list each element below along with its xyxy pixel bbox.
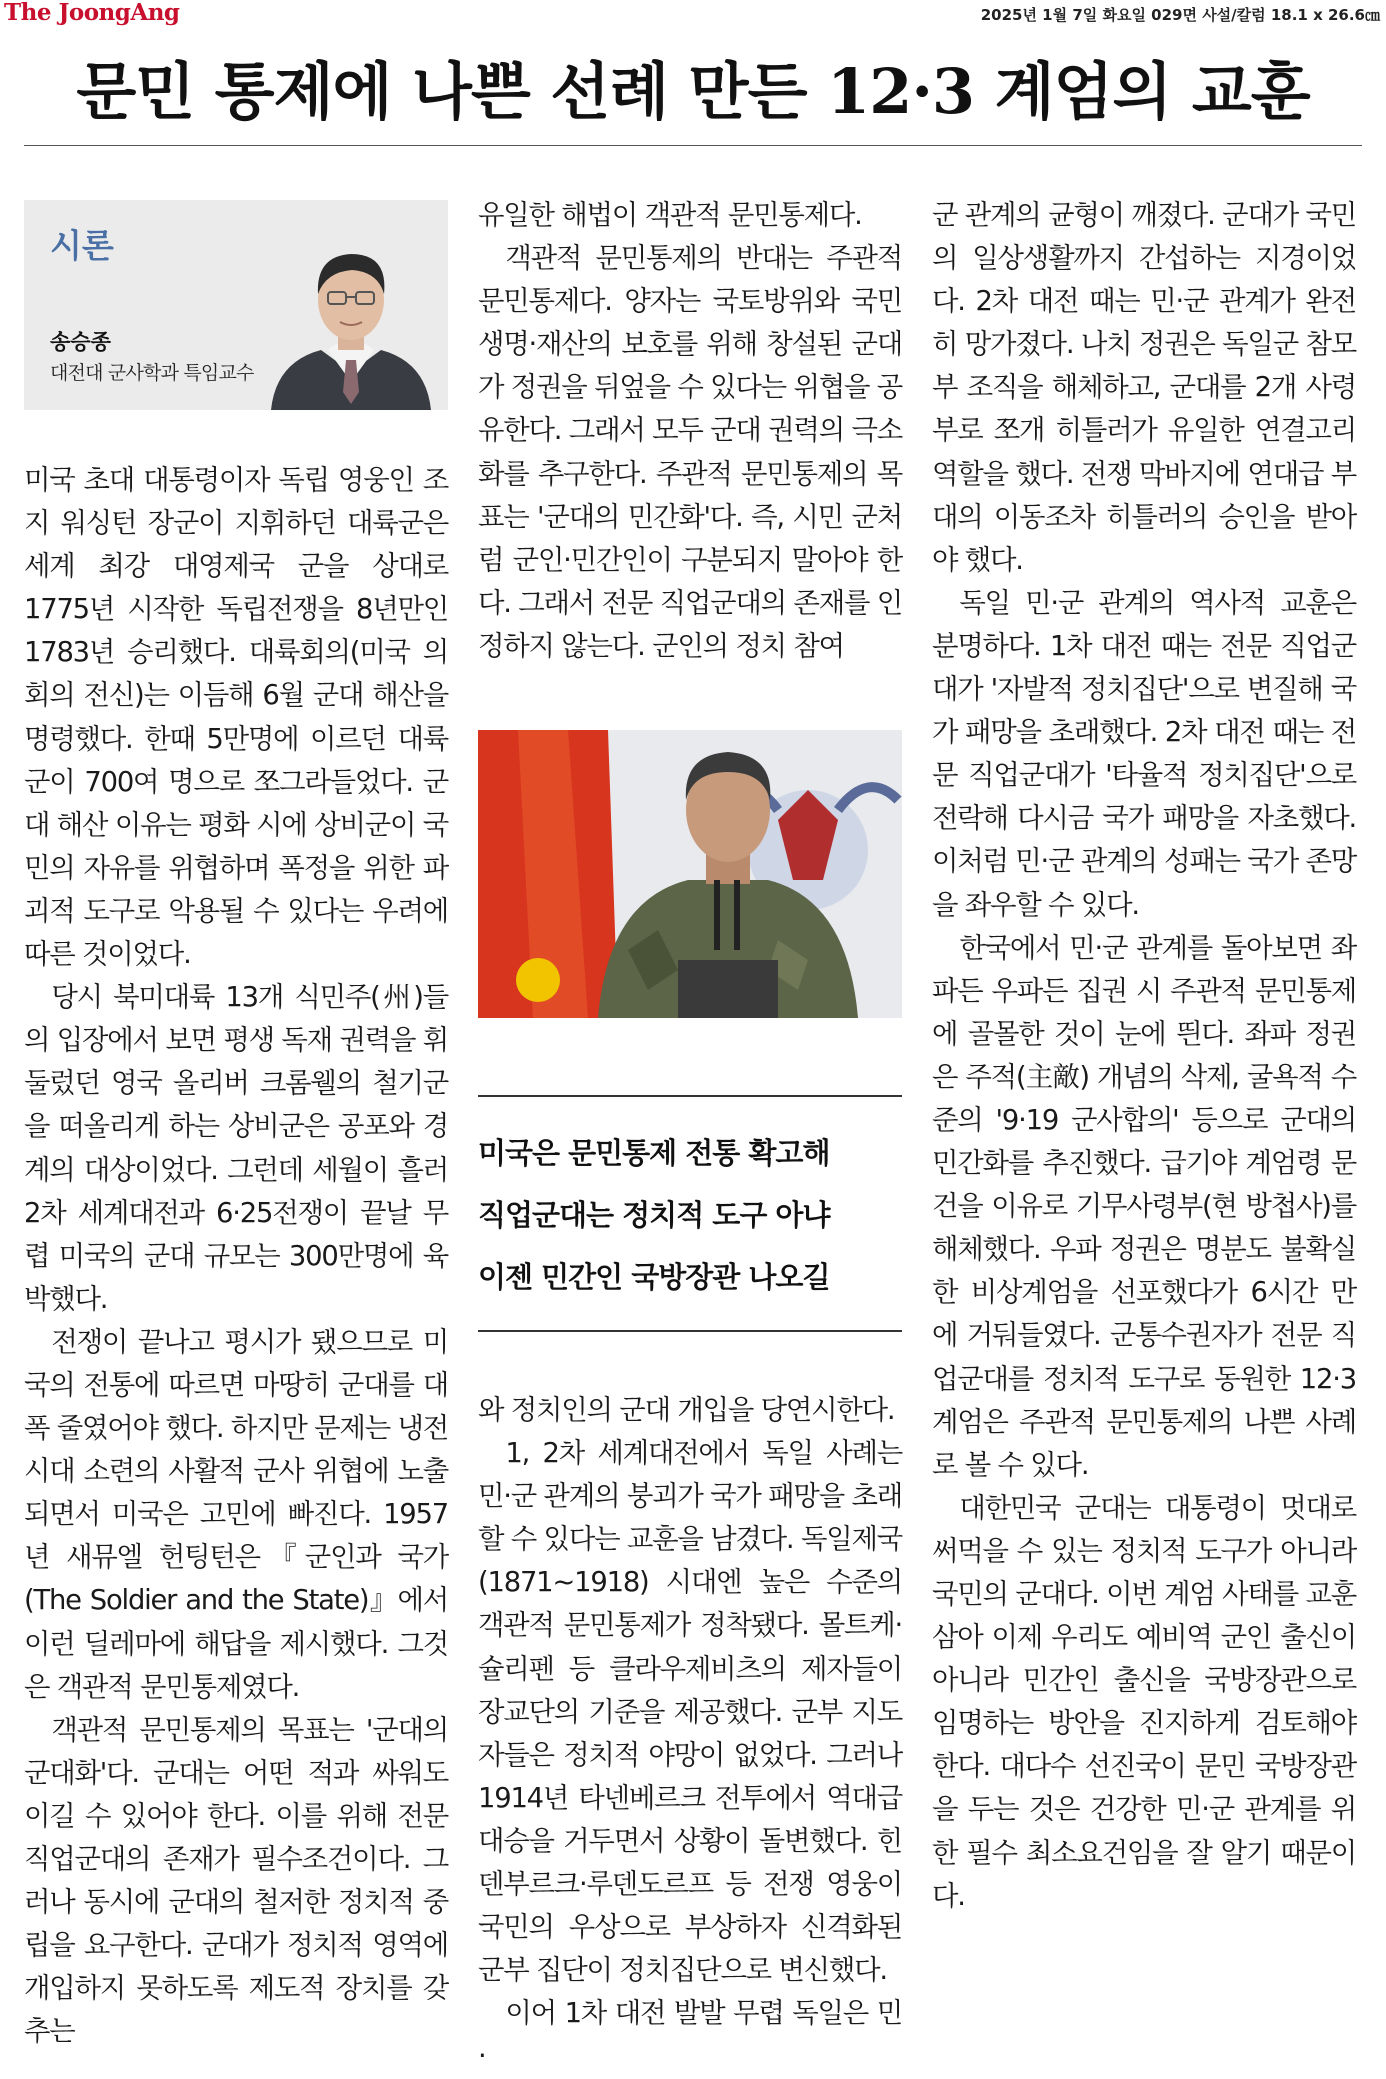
article-column-2-top [478, 194, 902, 668]
paragraph: 1, 2차 세계대전에서 독일 사례는 민·군 관계의 붕괴가 국가 패망을 초래할 수 있다는 교훈을 남겼다. 독일제국(1871~1918) 시대엔 높은 수준의 객관적 문민통제가 정착됐다. 몰트케·슐리펜 등 클라우제비츠의 제자들이 장교단의 기준을 제공했다. 군부 지도자들은 정치적 야망이 없었다. 그러나 1914년 타넨베르크 전투에서 역대급 대승을 거두면서 상황이 돌변했다. 힌덴부르크·루덴도르프 등 전쟁 영웅이 국민의 우상으로 부상하자 신격화된 군부 집단이 정치집단으로 변신했다. [478, 1438, 902, 1987]
publication-date-info: 2025년 1월 7일 화요일 029면 사설/칼럼 18.1 x 26.6㎝ [980, 6, 1380, 24]
author-title: 대전대 군사학과 특임교수 [50, 362, 254, 384]
paragraph: 한국에서 민·군 관계를 돌아보면 좌파든 우파든 집권 시 주관적 문민통제에 골몰한 것이 눈에 띈다. 좌파 정권은 주적(主敵) 개념의 삭제, 굴욕적 수준의 '9·19 군사합의' 등으로 군대의 민간화를 추진했다. 급기야 계엄령 문건을 이유로 기무사령부(현 방첩사)를 해체했다. 우파 정권은 명분도 불확실한 비상계엄을 선포했다가 6시간 만에 거둬들였다. 군통수권자가 전문 직업군대를 정치적 도구로 동원한 12·3 계엄은 주관적 문민통제의 나쁜 사례로 볼 수 있다. [932, 932, 1356, 1481]
article-column-1 [24, 459, 448, 2053]
paragraph: 당시 북미대륙 13개 식민주(州)들의 입장에서 보면 평생 독재 권력을 휘둘렀던 영국 올리버 크롬웰의 철기군을 떠올리게 하는 상비군은 공포와 경계의 대상이었다. 그런데 세월이 흘러 2차 세계대전과 6·25전쟁이 끝날 무렵 미국의 군대 규모는 300만명에 육박했다. [24, 982, 448, 1315]
military-officer-photo [478, 730, 902, 1018]
author-name: 송승종 [50, 330, 111, 354]
pullquote-line: 미국은 문민통제 전통 확고해 [478, 1136, 830, 1170]
paragraph: 미국 초대 대통령이자 독립 영웅인 조지 워싱턴 장군이 지휘하던 대륙군은 세계 최강 대영제국 군을 상대로 1775년 시작한 독립전쟁을 8년만인 1783년 승리했다. 대륙회의(미국 의회의 전신)는 이듬해 6월 군대 해산을 명령했다. 한때 5만명에 이르던 대륙군이 700여 명으로 쪼그라들었다. 군대 해산 이유는 평화 시에 상비군이 국민의 자유를 위협하며 폭정을 위한 파괴적 도구로 악용될 수 있다는 우려에 따른 것이었다. [24, 465, 448, 971]
newspaper-logo[interactable]: The JoongAng [4, 0, 180, 26]
paragraph: 전쟁이 끝나고 평시가 됐으므로 미국의 전통에 따르면 마땅히 군대를 대폭 줄였어야 했다. 하지만 문제는 냉전 시대 소련의 사활적 군사 위협에 노출되면서 미국은 고민에 빠진다. 1957년 새뮤엘 헌팅턴은『군인과 국가(The Soldier and the State)』에서 이런 딜레마에 해답을 제시했다. 그것은 객관적 문민통제였다. [24, 1326, 448, 1703]
paragraph: 독일 민·군 관계의 역사적 교훈은 분명하다. 1차 대전 때는 전문 직업군대가 '자발적 정치집단'으로 변질해 국가 패망을 초래했다. 2차 대전 때는 전문 직업군대가 '타율적 정치집단'으로 전락해 다시금 국가 패망을 자초했다. 이처럼 민·군 관계의 성패는 국가 존망을 좌우할 수 있다. [932, 587, 1356, 921]
author-portrait-image [266, 232, 436, 410]
headline-divider [24, 145, 1362, 146]
paragraph: 군 관계의 균형이 깨졌다. 군대가 국민의 일상생활까지 간섭하는 지경이었다. 2차 대전 때는 민·군 관계가 완전히 망가졌다. 나치 정권은 독일군 참모부 조직을 해체하고, 군대를 2개 사령부로 쪼개 히틀러가 유일한 연결고리 역할을 했다. 전쟁 막바지에 연대급 부대의 이동조차 히틀러의 승인을 받아야 했다. [932, 200, 1356, 576]
pullquote-top-rule [478, 1095, 902, 1097]
paragraph: 이어 1차 대전 발발 무렵 독일은 민· [478, 1998, 902, 2073]
article-column-2-bottom [478, 1389, 902, 2079]
paragraph: 와 정치인의 군대 개입을 당연시한다. [478, 1395, 895, 1426]
pullquote [478, 1122, 902, 1308]
paragraph: 유일한 해법이 객관적 문민통제다. [478, 200, 862, 231]
masthead [0, 0, 1386, 30]
section-label: 시론 [50, 226, 114, 265]
article-headline: 문민 통제에 나쁜 선례 만든 12·3 계엄의 교훈 [76, 55, 1310, 128]
paragraph: 대한민국 군대는 대통령이 멋대로 써먹을 수 있는 정치적 도구가 아니라 국민의 군대다. 이번 계엄 사태를 교훈 삼아 이제 우리도 예비역 군인 출신이 아니라 민간인 출신을 국방장관으로 임명하는 방안을 진지하게 검토해야 한다. 대다수 선진국이 문민 국방장관을 두는 것은 건강한 민·군 관계를 위한 필수 최소요건임을 잘 알기 때문이다. [932, 1492, 1356, 1912]
pullquote-bottom-rule [478, 1330, 902, 1332]
paragraph: 객관적 문민통제의 반대는 주관적 문민통제다. 양자는 국토방위와 국민 생명·재산의 보호를 위해 창설된 군대가 정권을 뒤엎을 수 있다는 위협을 공유한다. 그래서 모두 군대 권력의 극소화를 추구한다. 주관적 문민통제의 목표는 '군대의 민간화'다. 즉, 시민 군처럼 군인·민간인이 구분되지 말아야 한다. 그래서 전문 직업군대의 존재를 인정하지 않는다. 군인의 정치 참여 [478, 243, 902, 662]
paragraph: 객관적 문민통제의 목표는 '군대의 군대화'다. 군대는 어떤 적과 싸워도 이길 수 있어야 한다. 이를 위해 전문 직업군대의 존재가 필수조건이다. 그러나 동시에 군대의 철저한 정치적 중립을 요구한다. 군대가 정치적 영역에 개입하지 못하도록 제도적 장치를 갖추는 [24, 1714, 448, 2048]
pullquote-line: 직업군대는 정치적 도구 아냐 [478, 1198, 830, 1232]
pullquote-line: 이젠 민간인 국방장관 나오길 [478, 1260, 830, 1294]
article-column-3 [932, 194, 1356, 1918]
byline-box [24, 200, 448, 410]
